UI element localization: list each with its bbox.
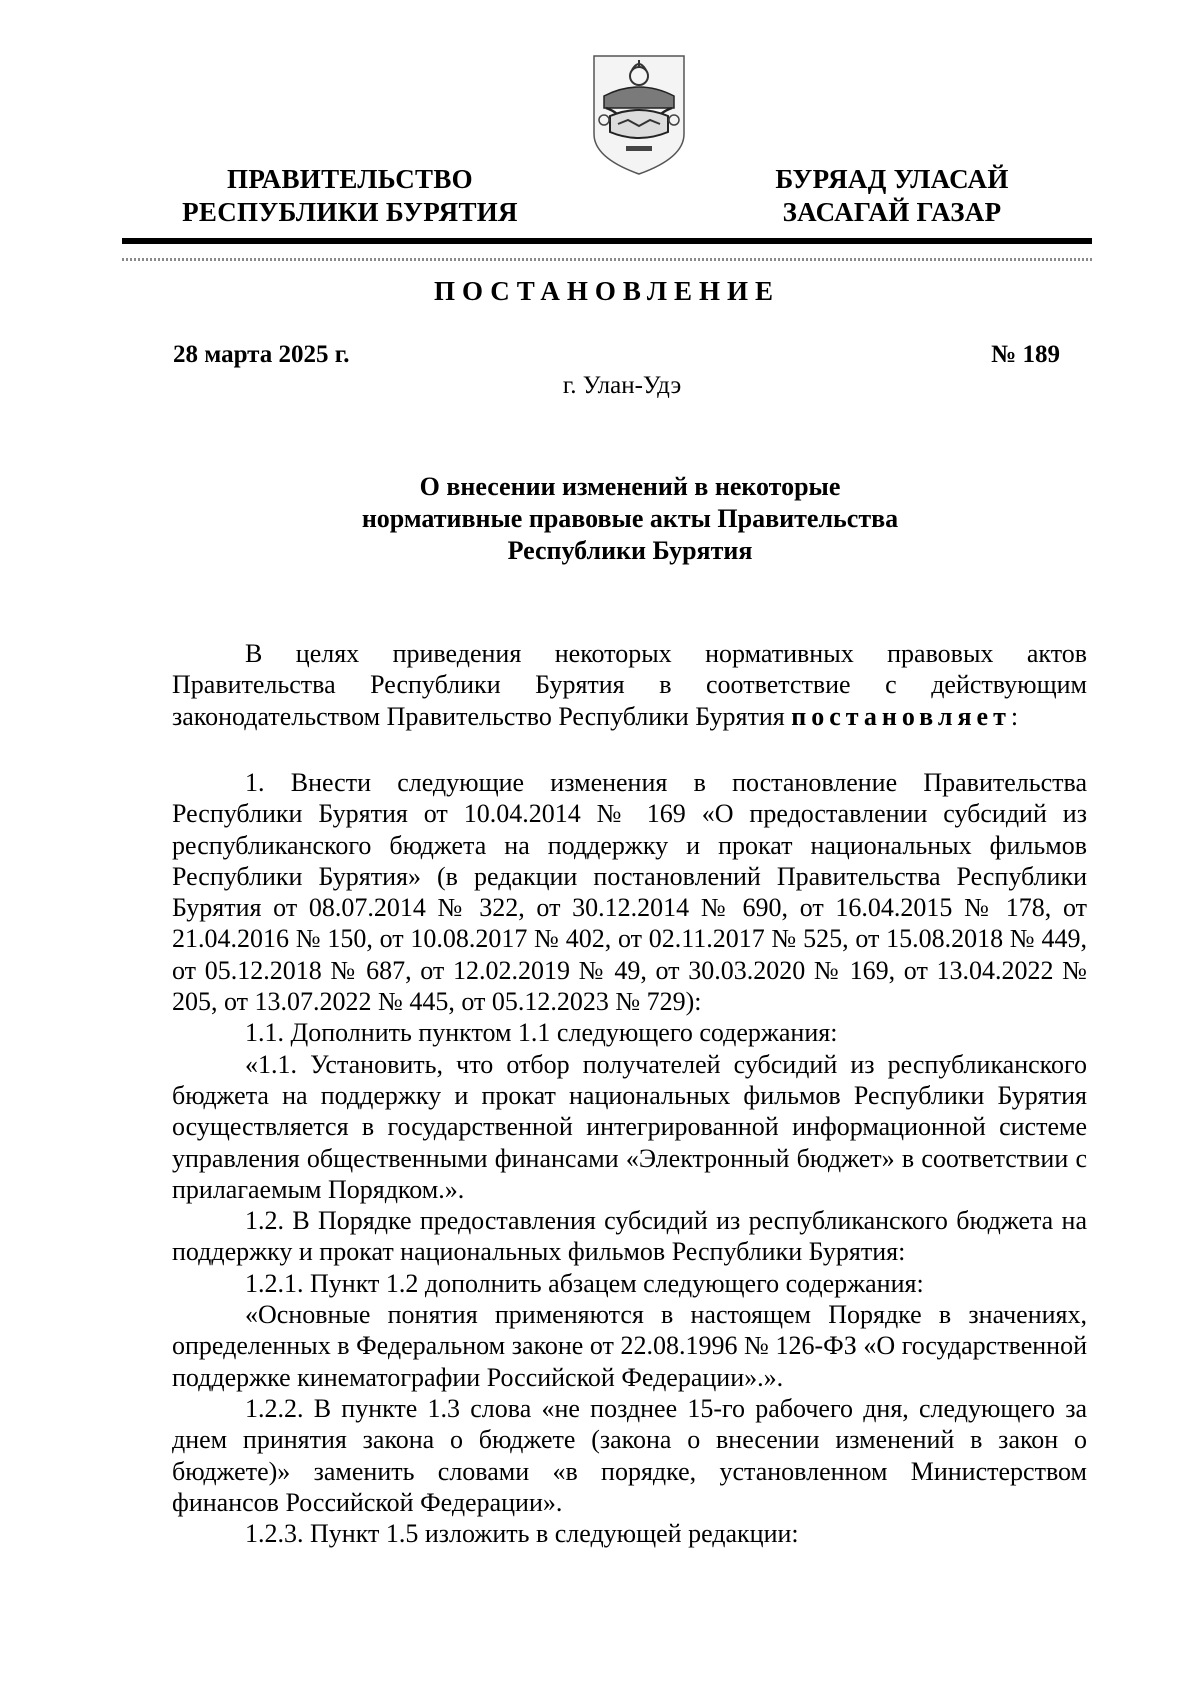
document-type: ПОСТАНОВЛЕНИЕ	[433, 276, 781, 306]
paragraph-1: 1. Внести следующие изменения в постановление Правительства Республики Бурятия от 10.04.2014 № 169 «О предоставлении субсидий из республиканского бюджета на поддержку и прокат национальных фильмов Республики Бурятия» (в редакции постановлений Правительства Республики Бурятия от 08.07.2014 № 322, от 30.12.2014 № 690, от 16.04.2015 № 178, от 21.04.2016 № 150, от 10.08.2017 № 402, от 02.11.2017 № 525, от 15.08.2018 № 449, от 05.12.2018 № 687, от 12.02.2019 № 49, от 30.03.2020 № 169, от 13.04.2022 № 205, от 13.07.2022 № 445, от 05.12.2023 № 729):	[172, 768, 1087, 1017]
government-name-russian	[150, 163, 550, 229]
header-right-line2: ЗАСАГАЙ ГАЗАР	[782, 197, 1002, 227]
document-number: № 189	[991, 341, 1060, 368]
resolution-body	[172, 767, 1087, 1549]
document-title	[300, 471, 960, 567]
paragraph-1-2-1-text: «Основные понятия применяются в настоящем Порядке в значениях, определенных в Федеральном законе от 22.08.1996 № 126-ФЗ «О государственной поддержке кинематографии Российской Федерации».».	[172, 1300, 1087, 1392]
coat-of-arms-emblem	[588, 50, 690, 180]
header-left-line1: ПРАВИТЕЛЬСТВО	[227, 164, 473, 194]
title-line-2: нормативные правовые акты Правительства	[361, 504, 899, 533]
preamble-paragraph	[172, 638, 1087, 732]
header-divider-thin	[122, 258, 1092, 261]
paragraph-1-1-text: «1.1. Установить, что отбор получателей субсидий из республиканского бюджета на поддержку и прокат национальных фильмов Республики Бурятия осуществляется в государственной интегрированной информационной системе управления общественными финансами «Электронный бюджет» в соответствии с прилагаемым Порядком.».	[172, 1049, 1087, 1204]
government-name-buryat	[742, 163, 1042, 229]
header-divider-thick	[122, 238, 1092, 244]
paragraph-1-2-2: 1.2.2. В пункте 1.3 слова «не позднее 15-го рабочего дня, следующего за днем принятия закона о бюджете (закона о внесении изменений в закон о бюджете)» заменить словами «в порядке, установленном Министерством финансов Российской Федерации».	[172, 1393, 1087, 1517]
header-left-line2: РЕСПУБЛИКИ БУРЯТИЯ	[182, 197, 518, 227]
document-city: г. Улан-Удэ	[562, 372, 682, 399]
title-line-3: Республики Бурятия	[507, 536, 753, 565]
document-date: 28 марта 2025 г.	[173, 341, 350, 368]
title-line-1: О внесении изменений в некоторые	[419, 472, 841, 501]
preamble-end: :	[1010, 701, 1019, 731]
header-right-line1: БУРЯАД УЛАСАЙ	[775, 164, 1009, 194]
preamble-text: В целях приведения некоторых нормативных правовых актов Правительства Республики Бурятия в соответствие с действующим законодательством Правительство Республики Бурятия	[172, 639, 1087, 731]
paragraph-1-1: 1.1. Дополнить пунктом 1.1 следующего содержания:	[245, 1018, 838, 1048]
resolution-keyword: постановляет	[791, 701, 1011, 731]
paragraph-1-2-1: 1.2.1. Пункт 1.2 дополнить абзацем следующего содержания:	[245, 1268, 924, 1298]
paragraph-1-2: 1.2. В Порядке предоставления субсидий из республиканского бюджета на поддержку и прокат национальных фильмов Республики Бурятия:	[172, 1206, 1087, 1267]
preamble	[172, 638, 1087, 732]
paragraph-1-2-3: 1.2.3. Пункт 1.5 изложить в следующей редакции:	[245, 1519, 799, 1549]
